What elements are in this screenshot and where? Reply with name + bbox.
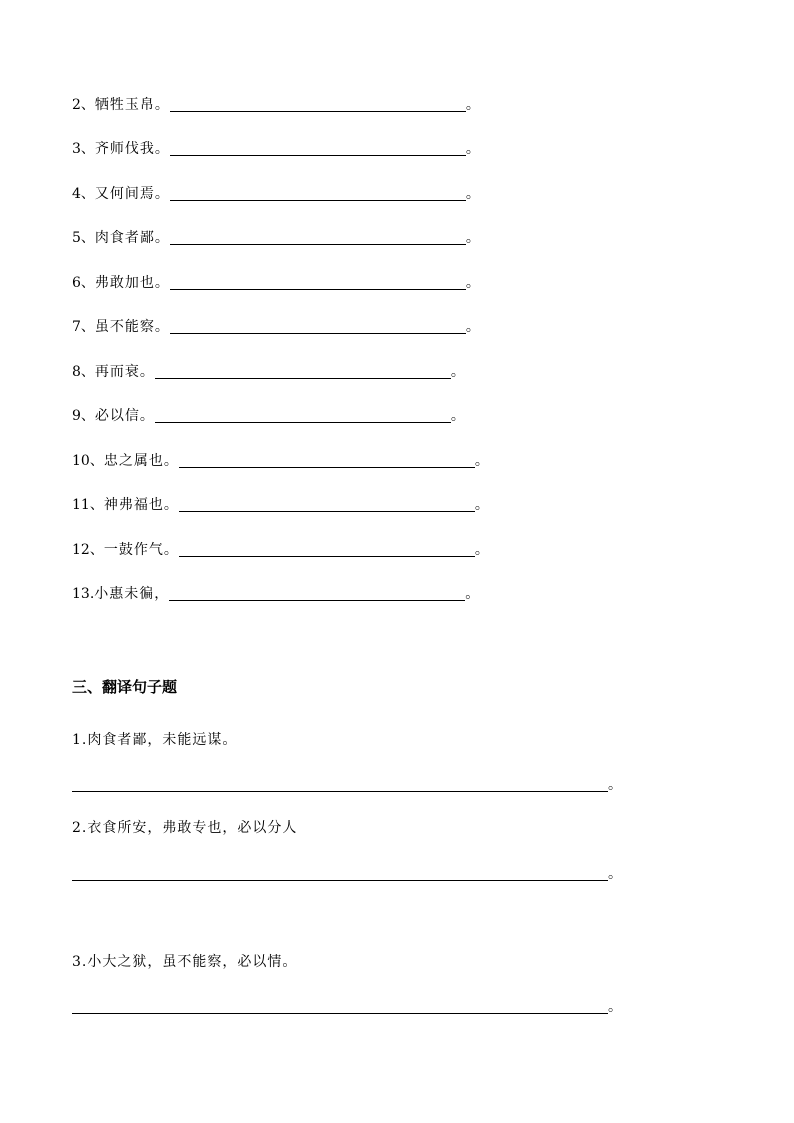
item-number: 10、 [72, 453, 104, 469]
period-mark: 。 [465, 97, 480, 113]
translate-answer-row-3 [72, 994, 622, 1014]
item-number: 2、 [72, 97, 95, 113]
word-item-2 [72, 92, 480, 114]
period-mark: 。 [450, 408, 465, 424]
answer-blank[interactable] [179, 556, 475, 557]
item-text: 必以信。 [94, 408, 155, 424]
period-mark: 。 [608, 866, 622, 882]
period-mark: 。 [465, 186, 480, 202]
item-number: 7、 [72, 319, 95, 335]
translate-answer-row-2 [72, 861, 622, 881]
item-text: 又何间焉。 [94, 186, 170, 202]
period-mark: 。 [465, 275, 480, 291]
answer-blank[interactable] [179, 511, 475, 512]
item-text: 弗敢加也。 [94, 275, 170, 291]
word-item-7 [72, 314, 480, 336]
item-text: 神弗福也。 [103, 497, 179, 513]
answer-blank[interactable] [170, 155, 466, 156]
item-number: 9、 [72, 408, 95, 424]
item-number: 4、 [72, 186, 95, 202]
word-item-5 [72, 225, 480, 247]
item-text: 虽不能察。 [94, 319, 170, 335]
translation-blank[interactable] [72, 880, 608, 881]
period-mark: 。 [474, 542, 489, 558]
word-item-12 [72, 537, 489, 559]
translation-blank[interactable] [72, 1013, 608, 1014]
answer-blank[interactable] [155, 422, 451, 423]
word-item-10 [72, 448, 489, 470]
answer-blank[interactable] [170, 200, 466, 201]
word-item-11 [72, 492, 489, 514]
word-item-8 [72, 359, 465, 381]
translate-sentence-2: 2.衣食所安，弗敢专也，必以分人 [72, 820, 298, 836]
translate-sentence-1: 1.肉食者鄙，未能远谋。 [72, 732, 238, 748]
answer-blank[interactable] [170, 244, 466, 245]
answer-blank[interactable] [170, 289, 466, 290]
period-mark: 。 [608, 999, 622, 1015]
translation-blank[interactable] [72, 791, 608, 792]
item-number: 5、 [72, 230, 95, 246]
answer-blank[interactable] [155, 378, 451, 379]
item-number: 3、 [72, 141, 95, 157]
word-item-3 [72, 136, 480, 158]
period-mark: 。 [465, 141, 480, 157]
item-number: 11、 [72, 497, 104, 513]
item-text: 一鼓作气。 [103, 542, 179, 558]
word-item-9 [72, 403, 465, 425]
period-mark: 。 [465, 586, 480, 602]
period-mark: 。 [474, 497, 489, 513]
item-text: 小惠未徧， [94, 586, 170, 602]
item-number: 12、 [72, 542, 104, 558]
word-item-6 [72, 270, 480, 292]
word-item-4 [72, 181, 480, 203]
item-text: 肉食者鄙。 [94, 230, 170, 246]
item-text: 齐师伐我。 [94, 141, 170, 157]
item-number: 8、 [72, 364, 95, 380]
period-mark: 。 [474, 453, 489, 469]
period-mark: 。 [450, 364, 465, 380]
translate-sentence-3: 3.小大之狱，虽不能察，必以情。 [72, 954, 298, 970]
answer-blank[interactable] [170, 111, 466, 112]
answer-blank[interactable] [169, 600, 465, 601]
period-mark: 。 [608, 777, 622, 793]
item-text: 再而衰。 [94, 364, 155, 380]
section-title: 三、翻译句子题 [72, 678, 178, 696]
period-mark: 。 [465, 319, 480, 335]
translate-answer-row-1 [72, 772, 622, 792]
answer-blank[interactable] [179, 467, 475, 468]
answer-blank[interactable] [170, 333, 466, 334]
period-mark: 。 [465, 230, 480, 246]
item-text: 忠之属也。 [103, 453, 179, 469]
item-number: 6、 [72, 275, 95, 291]
item-text: 牺牲玉帛。 [94, 97, 170, 113]
item-number: 13. [72, 586, 95, 602]
word-item-13 [72, 581, 479, 603]
